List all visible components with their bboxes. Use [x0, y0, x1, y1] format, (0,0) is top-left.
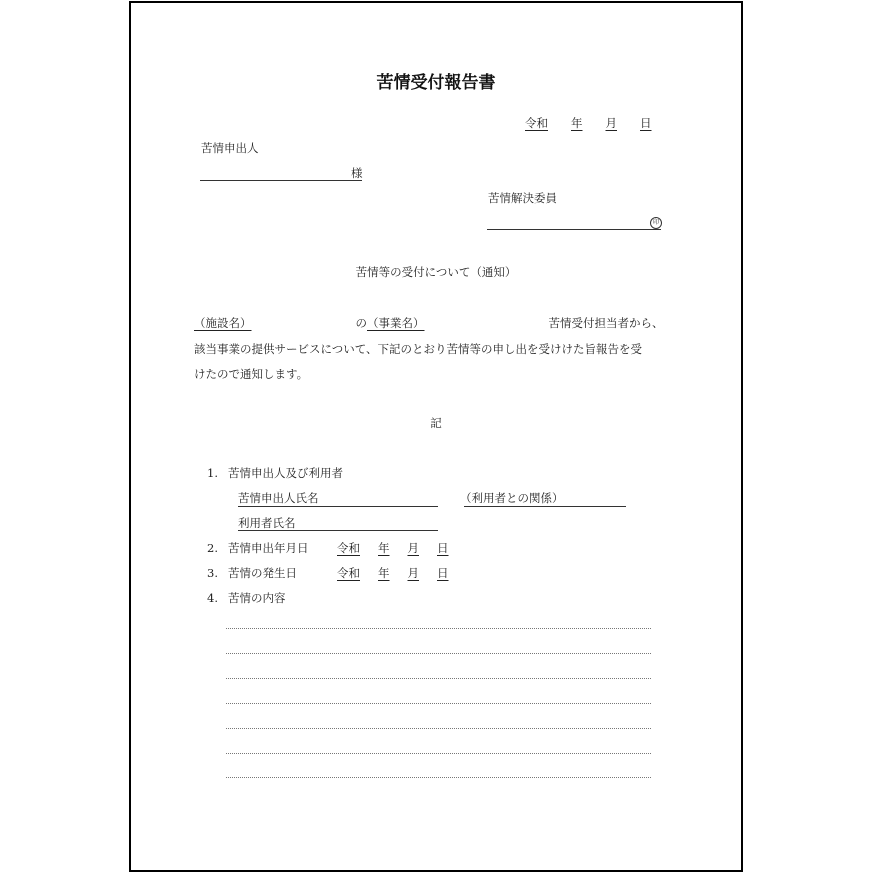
- complainant-honorific: 様: [351, 166, 363, 180]
- content-line: [226, 777, 651, 778]
- user-name-field-line: [238, 530, 438, 531]
- item-1-number: 1.: [207, 466, 218, 480]
- item-2-date: [337, 543, 449, 555]
- item-2-date-day: 日: [437, 541, 449, 555]
- ki-heading: 記: [430, 416, 442, 430]
- complainant-name-field-line: [238, 506, 438, 507]
- committee-label: 苦情解決委員: [488, 191, 557, 205]
- content-line: [226, 678, 651, 679]
- seal-mark: 印: [650, 217, 662, 229]
- top-date-month: 月: [605, 116, 617, 130]
- item-2-label: 苦情申出年月日: [227, 541, 309, 555]
- document-title: 苦情受付報告書: [376, 73, 496, 93]
- item-3-date-year: 年: [378, 566, 390, 580]
- body-line-1: [194, 318, 664, 330]
- item-3-number: 3.: [207, 566, 218, 580]
- item-4-label: 苦情の内容: [227, 591, 286, 605]
- business-name-field: [367, 316, 549, 330]
- content-line: [226, 628, 651, 629]
- complainant-name-field-label: 苦情申出人氏名: [238, 491, 319, 505]
- facility-label: （施設名）: [194, 316, 252, 330]
- top-date-era: 令和: [525, 116, 548, 130]
- item-4: [207, 593, 285, 605]
- body-no: の: [355, 316, 367, 330]
- document-page: [129, 1, 743, 872]
- content-line: [226, 703, 651, 704]
- item-3-label: 苦情の発生日: [227, 566, 297, 580]
- item-4-number: 4.: [207, 591, 218, 605]
- content-line: [226, 753, 651, 754]
- relation-field-line: [464, 506, 626, 507]
- body-line-3: けたので通知します。: [194, 367, 309, 381]
- body-line-1-tail: 苦情受付担当者から、: [548, 316, 664, 330]
- item-2-date-year: 年: [378, 541, 390, 555]
- business-label: （事業名）: [367, 316, 425, 330]
- item-2: [207, 543, 308, 555]
- content-line: [226, 728, 651, 729]
- facility-name-field: [194, 316, 356, 330]
- item-3-date-era: 令和: [337, 566, 360, 580]
- complainant-name-line: [200, 180, 362, 181]
- item-2-date-era: 令和: [337, 541, 360, 555]
- item-2-number: 2.: [207, 541, 218, 555]
- item-3: [207, 568, 297, 580]
- subject-line: 苦情等の受付について（通知）: [355, 265, 517, 279]
- item-1-label: 苦情申出人及び利用者: [227, 466, 343, 480]
- user-name-field-label: 利用者氏名: [238, 516, 296, 530]
- item-3-date: [337, 568, 449, 580]
- top-date-day: 日: [640, 116, 652, 130]
- item-3-date-day: 日: [437, 566, 449, 580]
- top-date-year: 年: [571, 116, 583, 130]
- top-date: [525, 118, 652, 130]
- body-line-2: 該当事業の提供サービスについて、下記のとおり苦情等の申し出を受けけた旨報告を受: [194, 342, 643, 356]
- committee-name-line: [487, 229, 661, 230]
- complainant-label: 苦情申出人: [201, 141, 259, 155]
- item-3-date-month: 月: [407, 566, 419, 580]
- item-1: [207, 468, 343, 480]
- item-2-date-month: 月: [407, 541, 419, 555]
- relation-field-label: （利用者との関係）: [460, 491, 564, 505]
- content-line: [226, 653, 651, 654]
